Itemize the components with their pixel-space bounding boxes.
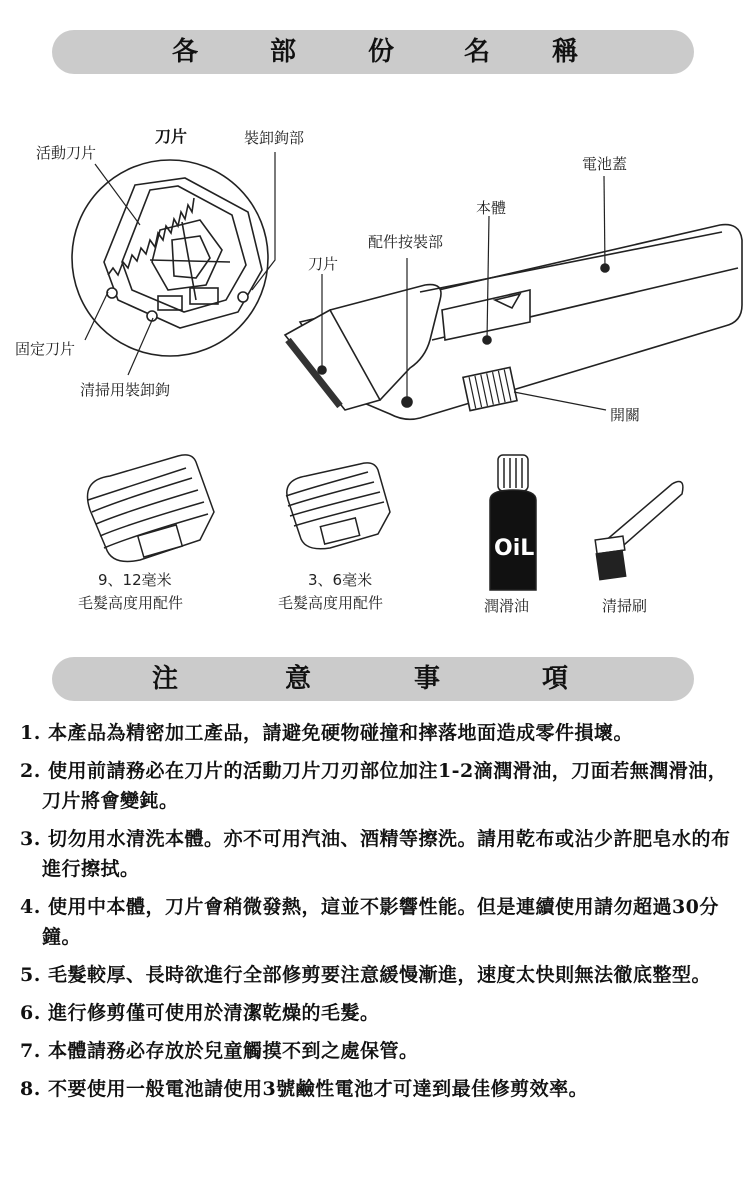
note-item: 7. 本體請務必存放於兒童觸摸不到之處保管。 [20, 1040, 419, 1062]
notes-title-char: 事 [414, 664, 441, 694]
parts-title-char: 部 [270, 37, 297, 67]
comb-small-caption: 毛髮高度用配件 [278, 594, 384, 612]
label-body: 本體 [476, 199, 507, 217]
label-fixed-blade: 固定刀片 [15, 340, 76, 358]
notes-banner-title [52, 657, 694, 701]
cleaning-brush-icon [595, 482, 683, 580]
comb-large-size: 9、12毫米 [98, 571, 172, 589]
parts-banner [52, 30, 694, 74]
clipper-body [285, 225, 742, 420]
notes-title-char: 意 [285, 664, 312, 694]
note-item: 3. 切勿用水清洗本體。亦不可用汽油、酒精等擦洗。請用乾布或沾少許肥皂水的布進行擦拭。 [20, 828, 731, 880]
parts-diagram [0, 100, 750, 645]
note-item: 5. 毛髮較厚、長時欲進行全部修剪要注意緩慢漸進，速度太快則無法徹底整型。 [20, 964, 711, 986]
note-item: 8. 不要使用一般電池請使用3號鹼性電池才可達到最佳修剪效率。 [20, 1078, 589, 1100]
oil-bottle-label: OiL [494, 536, 535, 561]
label-attachment-mount: 配件按裝部 [368, 233, 444, 251]
parts-title-char: 各 [172, 37, 199, 67]
oil-bottle-icon [490, 455, 536, 590]
note-item: 2. 使用前請務必在刀片的活動刀片刀刃部位加注1-2滴潤滑油，刀面若無潤滑油，刀片將會變鈍。 [20, 760, 728, 812]
label-battery-cover: 電池蓋 [582, 155, 628, 173]
blade-closeup [72, 160, 268, 356]
note-item: 4. 使用中本體，刀片會稍微發熱，這並不影響性能。但是連續使用請勿超過30分鐘。 [20, 896, 719, 948]
notes-banner [52, 657, 694, 701]
note-item: 6. 進行修剪僅可使用於清潔乾燥的毛髮。 [20, 1002, 380, 1024]
notes-title-char: 項 [542, 664, 569, 694]
label-detach-hook: 裝卸鉤部 [244, 129, 305, 147]
parts-banner-title [52, 30, 694, 74]
comb-small-icon [286, 463, 390, 549]
parts-title-char: 份 [368, 37, 395, 67]
notes-list [20, 718, 735, 1112]
note-item: 1. 本產品為精密加工產品，請避免硬物碰撞和摔落地面造成零件損壞。 [20, 722, 633, 744]
comb-large-caption: 毛髮高度用配件 [78, 594, 184, 612]
label-cleaning-hook: 清掃用裝卸鉤 [80, 381, 171, 399]
label-lubricant: 潤滑油 [484, 597, 530, 615]
label-cleaning-brush: 清掃刷 [602, 597, 648, 615]
parts-title-char: 稱 [552, 37, 579, 67]
comb-large-icon [88, 455, 215, 562]
label-switch: 開關 [610, 406, 641, 424]
label-blade-heading: 刀片 [155, 127, 188, 146]
comb-small-size: 3、6毫米 [308, 571, 373, 589]
notes-title-char: 注 [152, 664, 179, 694]
label-movable-blade: 活動刀片 [36, 144, 97, 162]
parts-title-char: 名 [464, 37, 491, 67]
label-blade: 刀片 [308, 255, 339, 273]
